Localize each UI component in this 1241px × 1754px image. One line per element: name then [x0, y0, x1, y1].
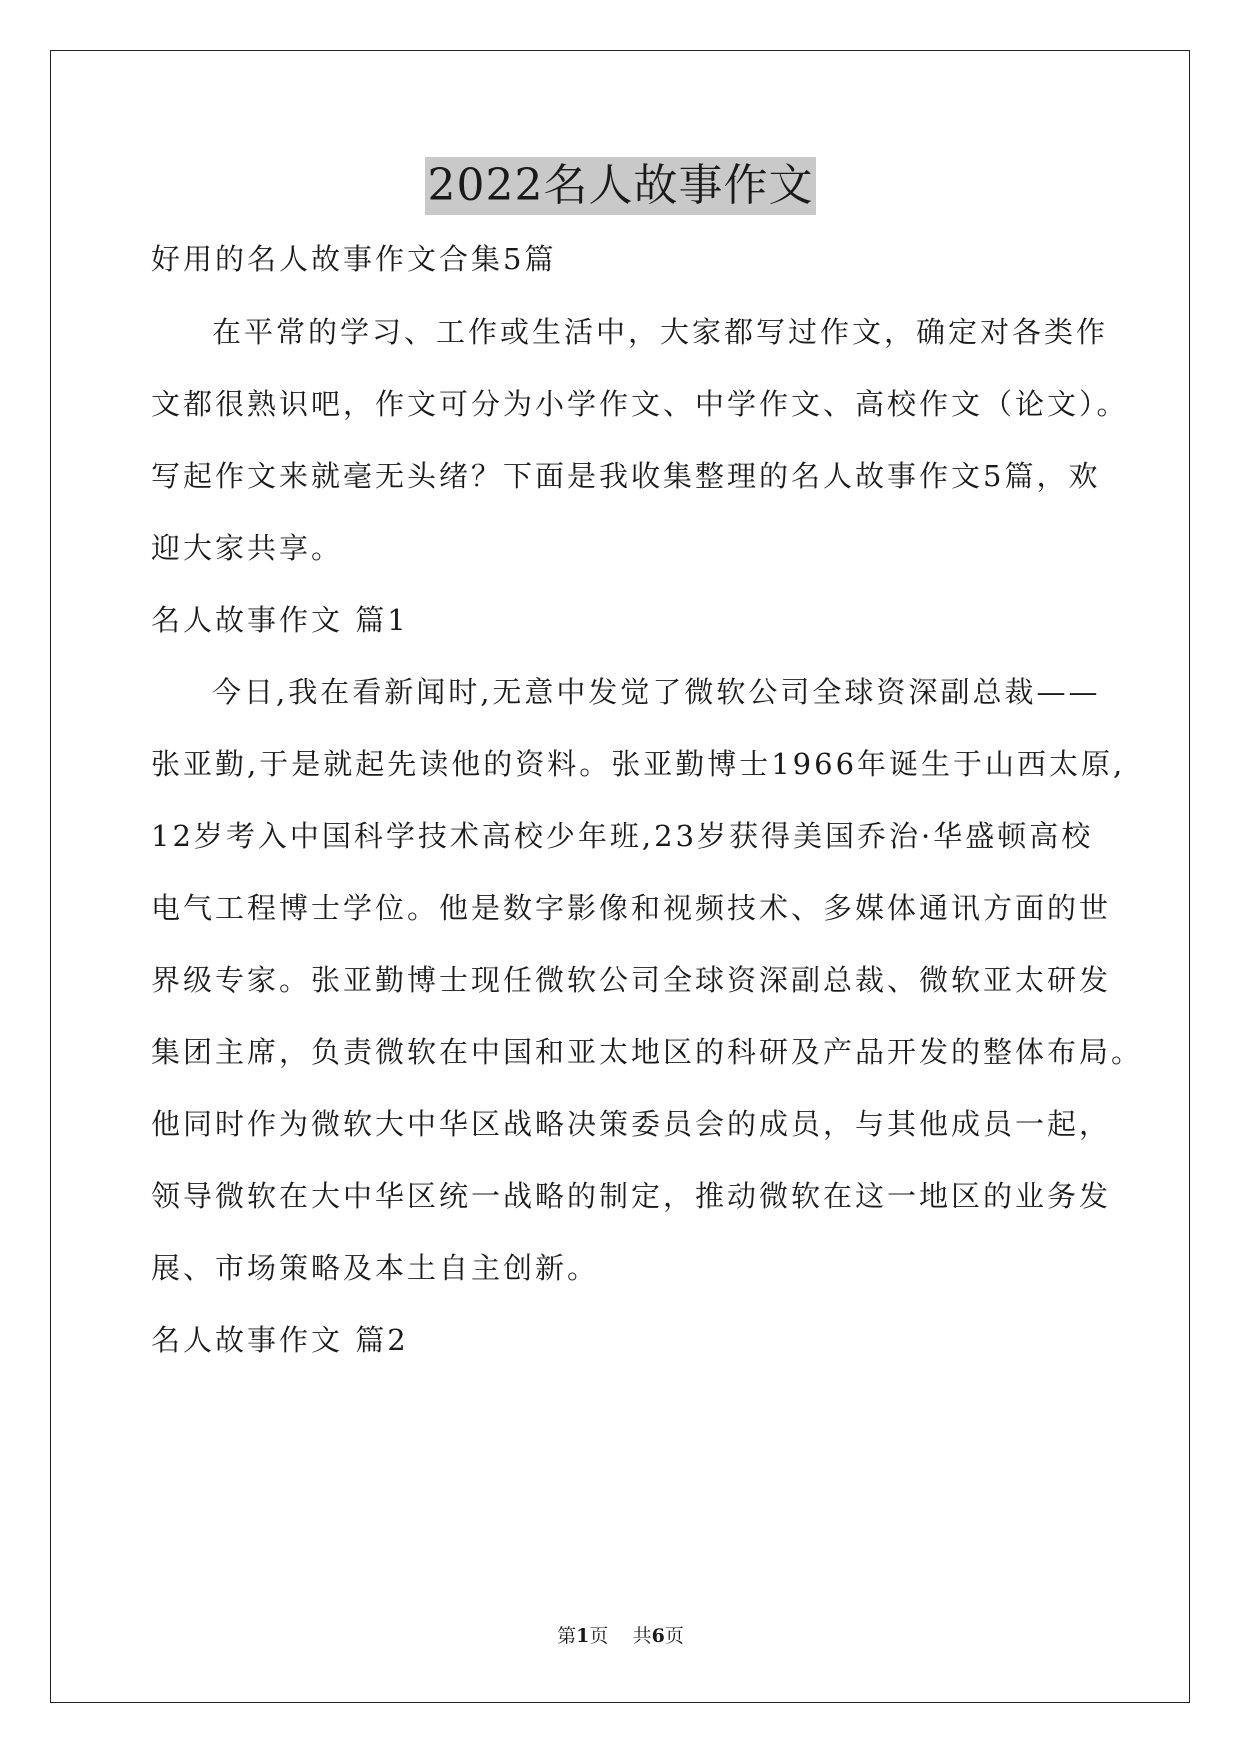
section1-line: 集团主席，负责微软在中国和亚太地区的科研及产品开发的整体布局。: [151, 1035, 1144, 1069]
footer-page-unit: 页: [589, 1625, 609, 1647]
section-heading-2: 名人故事作文 篇2: [151, 1323, 409, 1357]
document-title: 2022名人故事作文: [425, 157, 817, 215]
title-container: [0, 157, 1241, 215]
page-border: [50, 50, 1190, 1703]
page-footer: [0, 1623, 1241, 1649]
section1-line: 界级专家。张亚勤博士现任微软公司全球资深副总裁、微软亚太研发: [151, 963, 1112, 997]
section-heading-1: 名人故事作文 篇1: [151, 603, 409, 637]
intro-line: 在平常的学习、工作或生活中，大家都写过作文，确定对各类作: [212, 315, 1109, 349]
section1-line: 张亚勤,于是就起先读他的资料。张亚勤博士1966年诞生于山西太原,: [151, 747, 1126, 781]
section1-line: 今日,我在看新闻时,无意中发觉了微软公司全球资深副总裁——: [212, 675, 1101, 709]
section1-line: 电气工程博士学位。他是数字影像和视频技术、多媒体通讯方面的世: [151, 891, 1112, 925]
section1-line: 12岁考入中国科学技术高校少年班,23岁获得美国乔治·华盛顿高校: [151, 819, 1094, 853]
footer-page-total: 6: [651, 1625, 665, 1647]
section1-line: 展、市场策略及本土自主创新。: [151, 1251, 600, 1285]
section1-line: 他同时作为微软大中华区战略决策委员会的成员，与其他成员一起，: [151, 1107, 1112, 1141]
intro-line: 文都很熟识吧，作文可分为小学作文、中学作文、高校作文（论文）。: [151, 387, 1129, 421]
footer-page-prefix: 第: [557, 1625, 577, 1647]
section1-line: 领导微软在大中华区统一战略的制定，推动微软在这一地区的业务发: [151, 1179, 1112, 1213]
intro-line: 写起作文来就毫无头绪？下面是我收集整理的名人故事作文5篇，欢: [151, 459, 1101, 493]
footer-page-current: 1: [576, 1625, 590, 1647]
footer-total-unit: 页: [664, 1625, 684, 1647]
document-subtitle: 好用的名人故事作文合集5篇: [151, 242, 557, 276]
intro-line: 迎大家共享。: [151, 531, 344, 565]
footer-total-prefix: 共: [632, 1625, 652, 1647]
